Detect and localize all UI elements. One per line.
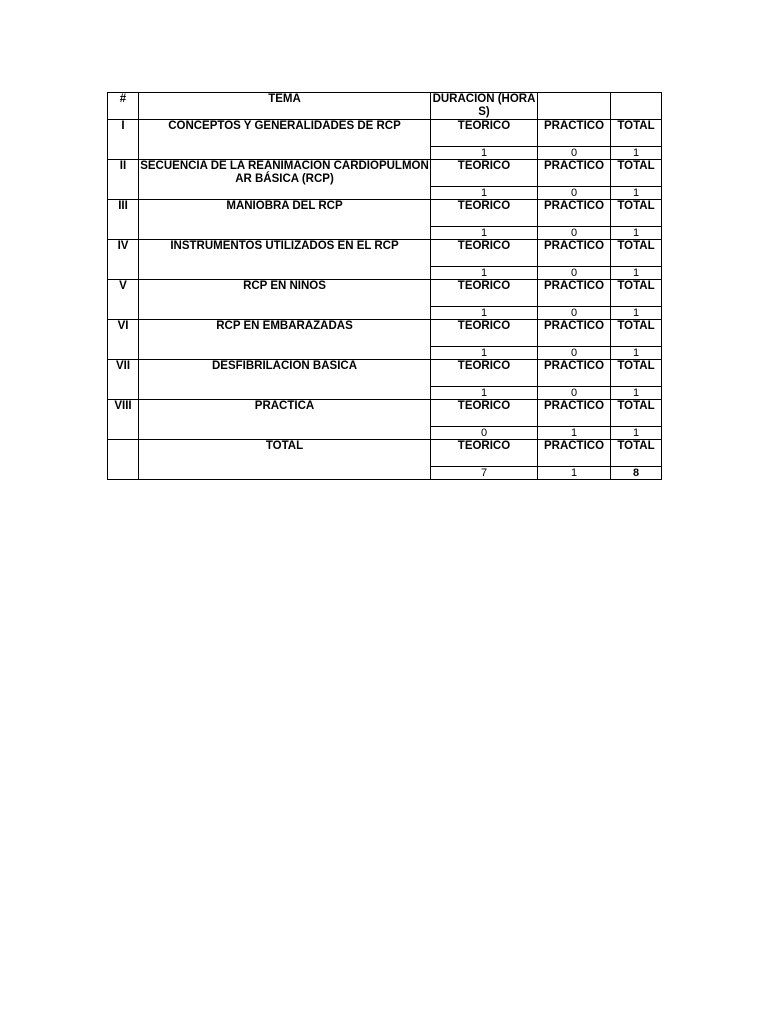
table-header-row	[108, 93, 662, 120]
row-number: IV	[108, 240, 139, 280]
total-hours: 8	[611, 467, 662, 480]
teorico-hours: 1	[431, 227, 538, 240]
total-label: TOTAL	[611, 240, 662, 267]
totals-label-row	[108, 440, 662, 467]
row-tema: RCP EN NIÑOS	[139, 280, 431, 320]
row-number: VI	[108, 320, 139, 360]
total-hours: 1	[611, 187, 662, 200]
practico-hours: 0	[538, 227, 611, 240]
total-hours: 1	[611, 227, 662, 240]
total-label: TOTAL	[611, 280, 662, 307]
teorico-label: TEORICO	[431, 280, 538, 307]
teorico-label: TEORICO	[431, 400, 538, 427]
row-number: VIII	[108, 400, 139, 440]
total-hours: 1	[611, 307, 662, 320]
practico-label: PRACTICO	[538, 400, 611, 427]
row-number	[108, 440, 139, 480]
topic-label-row	[108, 280, 662, 307]
total-label: TOTAL	[611, 400, 662, 427]
total-hours: 1	[611, 347, 662, 360]
row-tema: RCP EN EMBARAZADAS	[139, 320, 431, 360]
practico-label: PRACTICO	[538, 320, 611, 347]
teorico-label: TEORICO	[431, 440, 538, 467]
topic-label-row	[108, 360, 662, 387]
practico-hours: 0	[538, 147, 611, 160]
practico-hours: 0	[538, 187, 611, 200]
teorico-hours: 1	[431, 307, 538, 320]
teorico-hours: 7	[431, 467, 538, 480]
practico-hours: 1	[538, 467, 611, 480]
header-empty-cell	[611, 93, 662, 120]
topic-label-row	[108, 120, 662, 147]
row-tema: CONCEPTOS Y GENERALIDADES DE RCP	[139, 120, 431, 160]
total-label: TOTAL	[611, 320, 662, 347]
practico-label: PRACTICO	[538, 360, 611, 387]
practico-hours: 0	[538, 267, 611, 280]
topic-label-row	[108, 240, 662, 267]
total-label: TOTAL	[611, 160, 662, 187]
practico-label: PRACTICO	[538, 120, 611, 147]
teorico-hours: 1	[431, 347, 538, 360]
practico-hours: 0	[538, 347, 611, 360]
row-number: II	[108, 160, 139, 200]
document-page	[107, 92, 661, 480]
row-tema: INSTRUMENTOS UTILIZADOS EN EL RCP	[139, 240, 431, 280]
teorico-hours: 1	[431, 187, 538, 200]
teorico-label: TEORICO	[431, 240, 538, 267]
total-label: TOTAL	[611, 200, 662, 227]
row-number: VII	[108, 360, 139, 400]
total-label: TOTAL	[611, 440, 662, 467]
total-hours: 1	[611, 267, 662, 280]
practico-label: PRACTICO	[538, 160, 611, 187]
row-tema: SECUENCIA DE LA REANIMACIÓN CARDIOPULMONAR BÁSICA (RCP)	[139, 160, 431, 200]
practico-label: PRACTICO	[538, 240, 611, 267]
row-tema: TOTAL	[139, 440, 431, 480]
row-tema: DESFIBRILACIÓN BASICA	[139, 360, 431, 400]
teorico-label: TEORICO	[431, 360, 538, 387]
practico-label: PRACTICO	[538, 280, 611, 307]
practico-label: PRACTICO	[538, 440, 611, 467]
total-hours: 1	[611, 387, 662, 400]
teorico-label: TEORICO	[431, 160, 538, 187]
teorico-hours: 1	[431, 267, 538, 280]
row-number: V	[108, 280, 139, 320]
total-hours: 1	[611, 147, 662, 160]
row-tema: MANIOBRA DEL RCP	[139, 200, 431, 240]
teorico-label: TEORICO	[431, 200, 538, 227]
row-number: III	[108, 200, 139, 240]
total-hours: 1	[611, 427, 662, 440]
header-empty-cell	[538, 93, 611, 120]
teorico-hours: 1	[431, 387, 538, 400]
course-schedule-table	[107, 92, 662, 480]
header-tema: TEMA	[139, 93, 431, 120]
teorico-label: TEORICO	[431, 320, 538, 347]
teorico-hours: 1	[431, 147, 538, 160]
row-number: I	[108, 120, 139, 160]
header-duracion: DURACION (HORAS)	[431, 93, 538, 120]
practico-label: PRACTICO	[538, 200, 611, 227]
header-num: #	[108, 93, 139, 120]
total-label: TOTAL	[611, 120, 662, 147]
teorico-label: TEORICO	[431, 120, 538, 147]
practico-hours: 0	[538, 387, 611, 400]
practico-hours: 1	[538, 427, 611, 440]
teorico-hours: 0	[431, 427, 538, 440]
total-label: TOTAL	[611, 360, 662, 387]
topic-label-row	[108, 160, 662, 187]
topic-label-row	[108, 200, 662, 227]
topic-label-row	[108, 320, 662, 347]
practico-hours: 0	[538, 307, 611, 320]
topic-label-row	[108, 400, 662, 427]
row-tema: PRACTICA	[139, 400, 431, 440]
